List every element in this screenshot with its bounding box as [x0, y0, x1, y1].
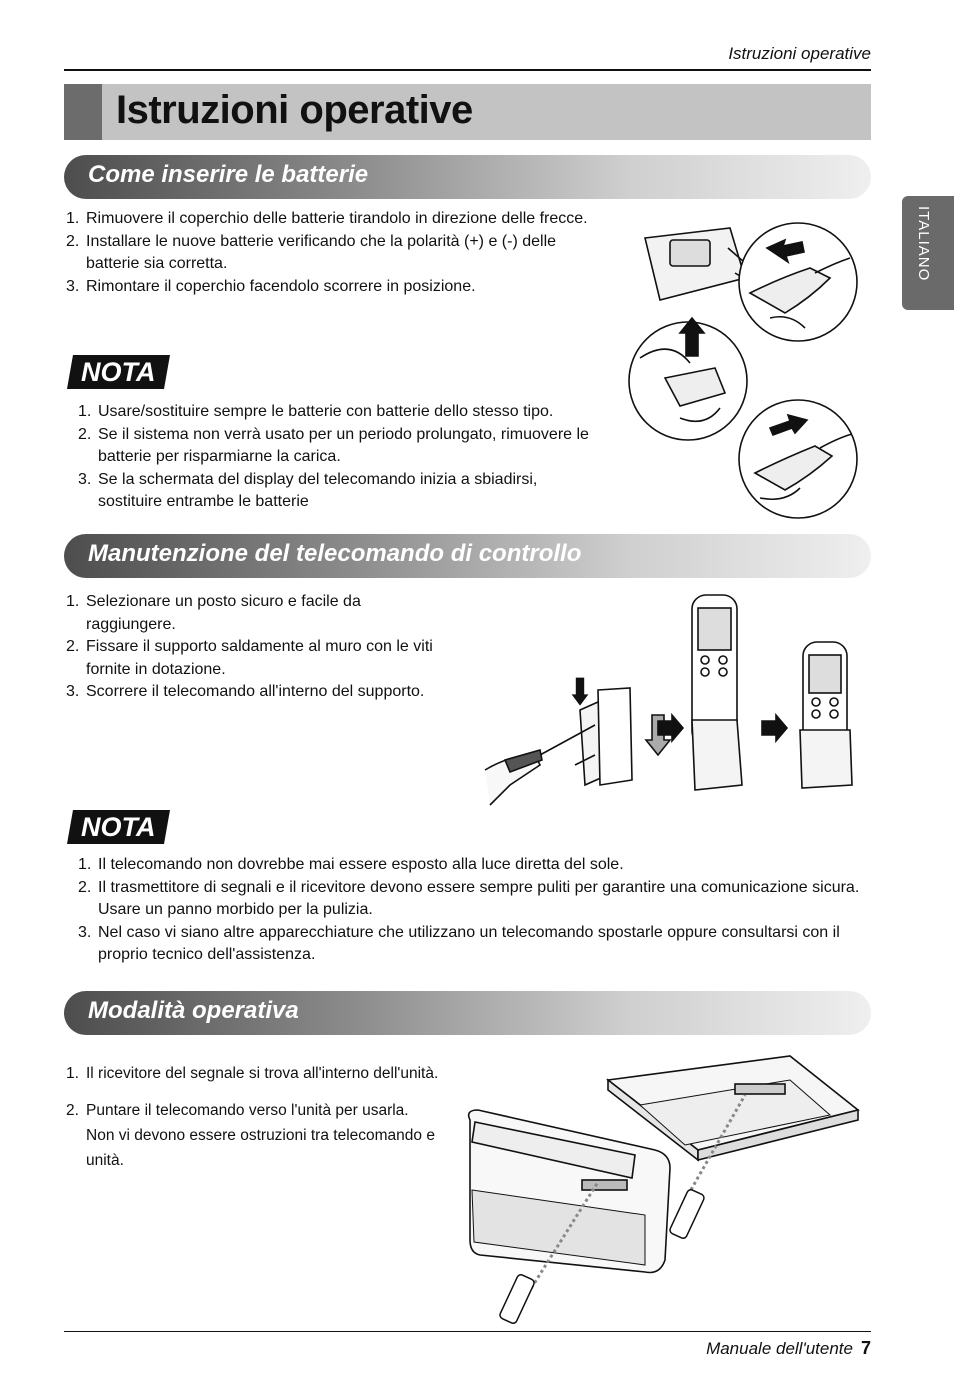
operation-steps	[66, 1061, 461, 1173]
page-title: Istruzioni operative	[116, 88, 473, 132]
footer	[64, 1338, 871, 1359]
title-marker	[64, 84, 102, 140]
page-title-bar	[64, 84, 871, 140]
page-number: 7	[860, 1338, 871, 1358]
maintenance-steps	[66, 591, 446, 704]
footer-rule	[64, 1331, 871, 1332]
holder-illustration	[480, 590, 860, 810]
section-title: Come inserire le batterie	[88, 161, 369, 188]
section-title: Modalità operativa	[88, 997, 299, 1024]
header-rule	[64, 69, 871, 71]
list-item: 1. Usare/sostituire sempre le batterie con batterie dello stesso tipo.	[78, 403, 554, 420]
list-item: 1. Rimuovere il coperchio delle batterie tirandolo in direzione delle frecce.	[66, 210, 588, 227]
list-item: 2. Fissare il supporto saldamente al muro con le viti fornite in dotazione.	[66, 638, 433, 678]
battery-notes	[78, 401, 598, 514]
maintenance-notes	[78, 854, 868, 967]
list-item: 1. Il telecomando non dovrebbe mai essere esposto alla luce diretta del sole.	[78, 856, 624, 873]
footer-label: Manuale dell'utente	[706, 1339, 853, 1358]
section-header-batteries	[64, 155, 871, 199]
battery-steps	[66, 208, 606, 298]
list-item: 2. Installare le nuove batterie verificando che la polarità (+) e (-) delle batterie sia corretta.	[66, 232, 557, 272]
list-item: 3. Se la schermata del display del telecomando inizia a sbiadirsi, sostituire entrambe le batterie	[78, 470, 538, 510]
section-header-maintenance	[64, 534, 871, 578]
note-badge: NOTA	[67, 810, 170, 844]
list-item: 3. Rimontare il coperchio facendolo scorrere in posizione.	[66, 277, 476, 295]
language-tab	[902, 196, 954, 310]
list-item: 2. Se il sistema non verrà usato per un periodo prolungato, rimuovere le batterie per risparmiarne la carica.	[78, 425, 589, 465]
list-item: 1. Il ricevitore del segnale si trova all'interno dell'unità.	[66, 1065, 439, 1082]
language-tab-label: ITALIANO	[915, 206, 932, 282]
list-item: 2. Il trasmettitore di segnali e il ricevitore devono essere sempre puliti per garantire una comunicazione sicura. Usare un panno morbido per la pulizia.	[78, 878, 860, 918]
running-header: Istruzioni operative	[728, 44, 871, 63]
list-item: 3. Nel caso vi siano altre apparecchiature che utilizzano un telecomando spostarle oppure consultarsi con il proprio tecnico dell'assistenza.	[78, 923, 840, 963]
units-illustration	[460, 1050, 865, 1325]
section-header-operation	[64, 991, 871, 1035]
note-badge: NOTA	[67, 355, 170, 389]
section-title: Manutenzione del telecomando di controllo	[88, 540, 582, 567]
list-item: 1. Selezionare un posto sicuro e facile da raggiungere.	[66, 593, 361, 633]
battery-illustration	[620, 218, 865, 523]
list-item: 2. Puntare il telecomando verso l'unità per usarla. Non vi devono essere ostruzioni tra telecomando e unità.	[66, 1102, 435, 1169]
list-item: 3. Scorrere il telecomando all'interno del supporto.	[66, 683, 425, 700]
